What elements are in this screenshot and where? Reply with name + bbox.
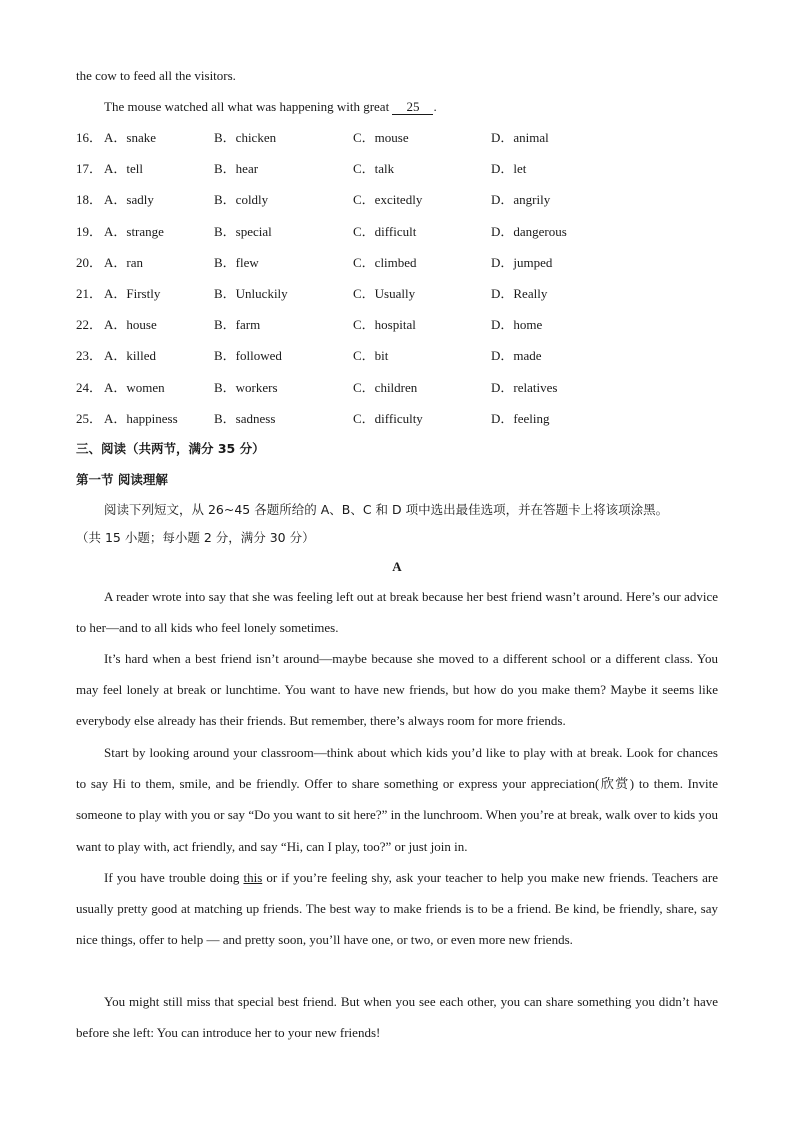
option-a: A．women — [104, 380, 165, 395]
question-number: 25． — [76, 411, 103, 426]
option-d: D．let — [491, 161, 527, 176]
option-b: B．hear — [214, 161, 259, 176]
option-b: B．special — [214, 224, 272, 239]
question-number: 20． — [76, 255, 103, 270]
question-number: 21． — [76, 286, 103, 301]
question-number: 23． — [76, 348, 103, 363]
option-c: C．climbed — [353, 255, 417, 270]
paragraph-4-start: If you have trouble doing — [104, 870, 240, 885]
section-heading: 三、阅读（共两节，满分 35 分） — [76, 441, 265, 456]
paragraph-4-rest: or if you’re feeling shy, ask your teacher to help you make new friends. Teachers are usually pretty good at matching up friends. The best way to make friends is to be a friend. Be kind, be friendly, share, say nice things, offer to help — and pretty soon, you’ll have one, or two, or even more new friends. — [76, 870, 719, 948]
blank-25: 25 — [392, 100, 433, 115]
option-row — [76, 286, 718, 302]
option-d: D．made — [491, 348, 542, 363]
cloze-last-line-end: . — [433, 99, 437, 114]
option-c: C．children — [353, 380, 418, 395]
option-b: B．flew — [214, 255, 259, 270]
paragraph-1: A reader wrote into say that she was feeling left out at break because her best friend wasn’t around. Here’s our advice to her—and to all kids who feel lonely sometimes. — [76, 589, 718, 636]
option-c: C．bit — [353, 348, 389, 363]
option-d: D．Really — [491, 286, 548, 301]
subsection-heading: 第一节 阅读理解 — [76, 472, 168, 487]
option-a: A．tell — [104, 161, 143, 176]
option-d: D．jumped — [491, 255, 553, 270]
option-d: D．angrily — [491, 192, 551, 207]
underlined-word: this — [243, 870, 263, 885]
option-b: B．followed — [214, 348, 282, 363]
option-c: C．Usually — [353, 286, 416, 301]
paragraph-5: You might still miss that special best friend. But when you see each other, you can share something you didn’t have before she left: You can introduce her to your new friends! — [76, 994, 718, 1041]
option-c: C．difficulty — [353, 411, 423, 426]
option-a: A．Firstly — [104, 286, 161, 301]
option-row — [76, 224, 718, 240]
option-b: B．coldly — [214, 192, 269, 207]
option-b: B．chicken — [214, 130, 277, 145]
option-a: A．sadly — [104, 192, 154, 207]
paragraph-3: Start by looking around your classroom—think about which kids you’d like to play with at break. Look for chances to say Hi to them, smile, and be friendly. Offer to share something or express your appreciation(欣赏) to them. Invite someone to play with you or say “Do you want to sit here?” in the lunchroom. When you’re at break, walk over to kids you want to play with, act friendly, and say “Hi, can I play, too?” or just join in. — [76, 745, 718, 854]
question-number: 17． — [76, 161, 103, 176]
option-b: B．Unluckily — [214, 286, 288, 301]
option-b: B．sadness — [214, 411, 276, 426]
question-number: 24． — [76, 380, 103, 395]
paragraph-2: It’s hard when a best friend isn’t around—maybe because she moved to a different school or a different class. You may feel lonely at break or lunchtime. You want to have new friends, but how do you make them? Maybe it seems like everybody else already has their friends. But remember, there’s always room for more friends. — [76, 651, 718, 729]
option-row — [76, 255, 718, 271]
question-number: 22． — [76, 317, 103, 332]
option-b: B．workers — [214, 380, 278, 395]
cloze-last-line — [104, 99, 437, 115]
option-c: C．mouse — [353, 130, 409, 145]
option-c: C．difficult — [353, 224, 417, 239]
option-d: D．dangerous — [491, 224, 567, 239]
option-b: B．farm — [214, 317, 261, 332]
passage-label: A — [392, 559, 402, 574]
option-row — [76, 317, 718, 333]
option-row — [76, 161, 718, 177]
option-c: C．talk — [353, 161, 395, 176]
question-number: 18． — [76, 192, 103, 207]
option-c: C．hospital — [353, 317, 416, 332]
option-c: C．excitedly — [353, 192, 423, 207]
option-a: A．strange — [104, 224, 164, 239]
continued-line: the cow to feed all the visitors. — [76, 68, 236, 83]
option-row — [76, 130, 718, 146]
option-a: A．snake — [104, 130, 156, 145]
instruction-line-2: （共 15 小题；每小题 2 分，满分 30 分） — [76, 530, 315, 545]
question-number: 16． — [76, 130, 103, 145]
instruction-line-1: 阅读下列短文，从 26~45 各题所给的 A、B、C 和 D 项中选出最佳选项，并在答题卡上将该项涂黑。 — [104, 502, 669, 517]
option-row — [76, 192, 718, 208]
option-row — [76, 348, 718, 364]
question-number: 19． — [76, 224, 103, 239]
option-a: A．house — [104, 317, 157, 332]
option-d: D．relatives — [491, 380, 558, 395]
cloze-last-line-text: The mouse watched all what was happening with great — [104, 99, 390, 114]
option-row — [76, 411, 718, 427]
option-d: D．feeling — [491, 411, 550, 426]
option-row — [76, 380, 718, 396]
option-a: A．ran — [104, 255, 143, 270]
option-a: A．happiness — [104, 411, 178, 426]
option-a: A．killed — [104, 348, 156, 363]
option-d: D．animal — [491, 130, 549, 145]
option-d: D．home — [491, 317, 543, 332]
paragraph-4 — [76, 862, 718, 956]
